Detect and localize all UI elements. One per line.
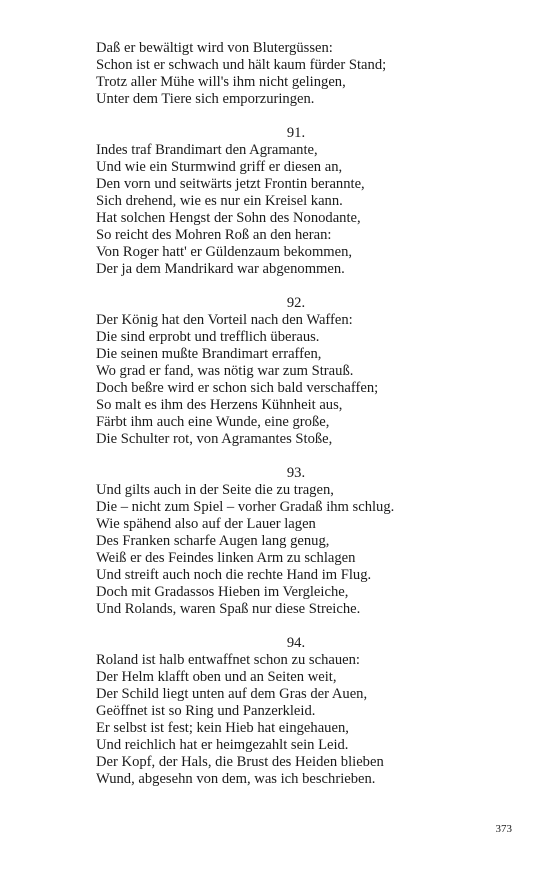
stanza-91 (96, 125, 496, 278)
verse-line: Sich drehend, wie es nur ein Kreisel kann. (96, 193, 343, 209)
verse-line: Geöffnet ist so Ring und Panzerkleid. (96, 703, 316, 719)
verse-line: Wo grad er fand, was nötig war zum Strauß. (96, 363, 354, 379)
stanza-number: 93. (286, 465, 306, 481)
verse-line: Roland ist halb entwaffnet schon zu schauen: (96, 652, 360, 668)
verse-line: Der Helm klafft oben und an Seiten weit, (96, 669, 337, 685)
stanza-number: 94. (286, 635, 306, 651)
verse-line: Und streift auch noch die rechte Hand im Flug. (96, 567, 372, 583)
verse-line: Und Rolands, waren Spaß nur diese Streiche. (96, 601, 361, 617)
stanza-93 (96, 465, 496, 618)
verse-line: So malt es ihm des Herzens Kühnheit aus, (96, 397, 343, 413)
verse-line: Indes traf Brandimart den Agramante, (96, 142, 318, 158)
verse-line: Und reichlich hat er heimgezahlt sein Leid. (96, 737, 349, 753)
verse-line: Die sind erprobt und trefflich überaus. (96, 329, 320, 345)
verse-line: Der König hat den Vorteil nach den Waffen: (96, 312, 353, 328)
verse-line: Doch beßre wird er schon sich bald verschaffen; (96, 380, 379, 396)
verse-line: Unter dem Tiere sich emporzuringen. (96, 91, 315, 107)
verse-line: Weiß er des Feindes linken Arm zu schlagen (96, 550, 356, 566)
stanza-92 (96, 295, 496, 448)
verse-line: Von Roger hatt' er Güldenzaum bekommen, (96, 244, 353, 260)
verse-line: Schon ist er schwach und hält kaum fürder Stand; (96, 57, 387, 73)
stanza-94 (96, 635, 496, 788)
verse-line: Färbt ihm auch eine Wunde, eine große, (96, 414, 330, 430)
verse-line: Daß er bewältigt wird von Blutergüssen: (96, 40, 333, 56)
verse-line: Doch mit Gradassos Hieben im Vergleiche, (96, 584, 349, 600)
verse-line: Und gilts auch in der Seite die zu tragen, (96, 482, 334, 498)
verse-line: Die seinen mußte Brandimart erraffen, (96, 346, 322, 362)
verse-line: Die – nicht zum Spiel – vorher Gradaß ihm schlug. (96, 499, 395, 515)
stanza-continuation (96, 40, 496, 108)
page-number: 373 (495, 823, 512, 835)
verse-line: Er selbst ist fest; kein Hieb hat eingehauen, (96, 720, 349, 736)
verse-line: Die Schulter rot, von Agramantes Stoße, (96, 431, 333, 447)
poem-text (96, 40, 496, 805)
verse-line: Und wie ein Sturmwind griff er diesen an, (96, 159, 343, 175)
verse-line: Hat solchen Hengst der Sohn des Nonodante, (96, 210, 361, 226)
verse-line: Wie spähend also auf der Lauer lagen (96, 516, 316, 532)
verse-line: Der Schild liegt unten auf dem Gras der Auen, (96, 686, 368, 702)
verse-line: Des Franken scharfe Augen lang genug, (96, 533, 330, 549)
verse-line: Den vorn und seitwärts jetzt Frontin berannte, (96, 176, 365, 192)
verse-line: Der Kopf, der Hals, die Brust des Heiden blieben (96, 754, 384, 770)
verse-line: So reicht des Mohren Roß an den heran: (96, 227, 332, 243)
verse-line: Trotz aller Mühe will's ihm nicht gelingen, (96, 74, 346, 90)
stanza-number: 91. (286, 125, 306, 141)
stanza-number: 92. (286, 295, 306, 311)
verse-line: Der ja dem Mandrikard war abgenommen. (96, 261, 345, 277)
verse-line: Wund, abgesehn von dem, was ich beschrieben. (96, 771, 376, 787)
